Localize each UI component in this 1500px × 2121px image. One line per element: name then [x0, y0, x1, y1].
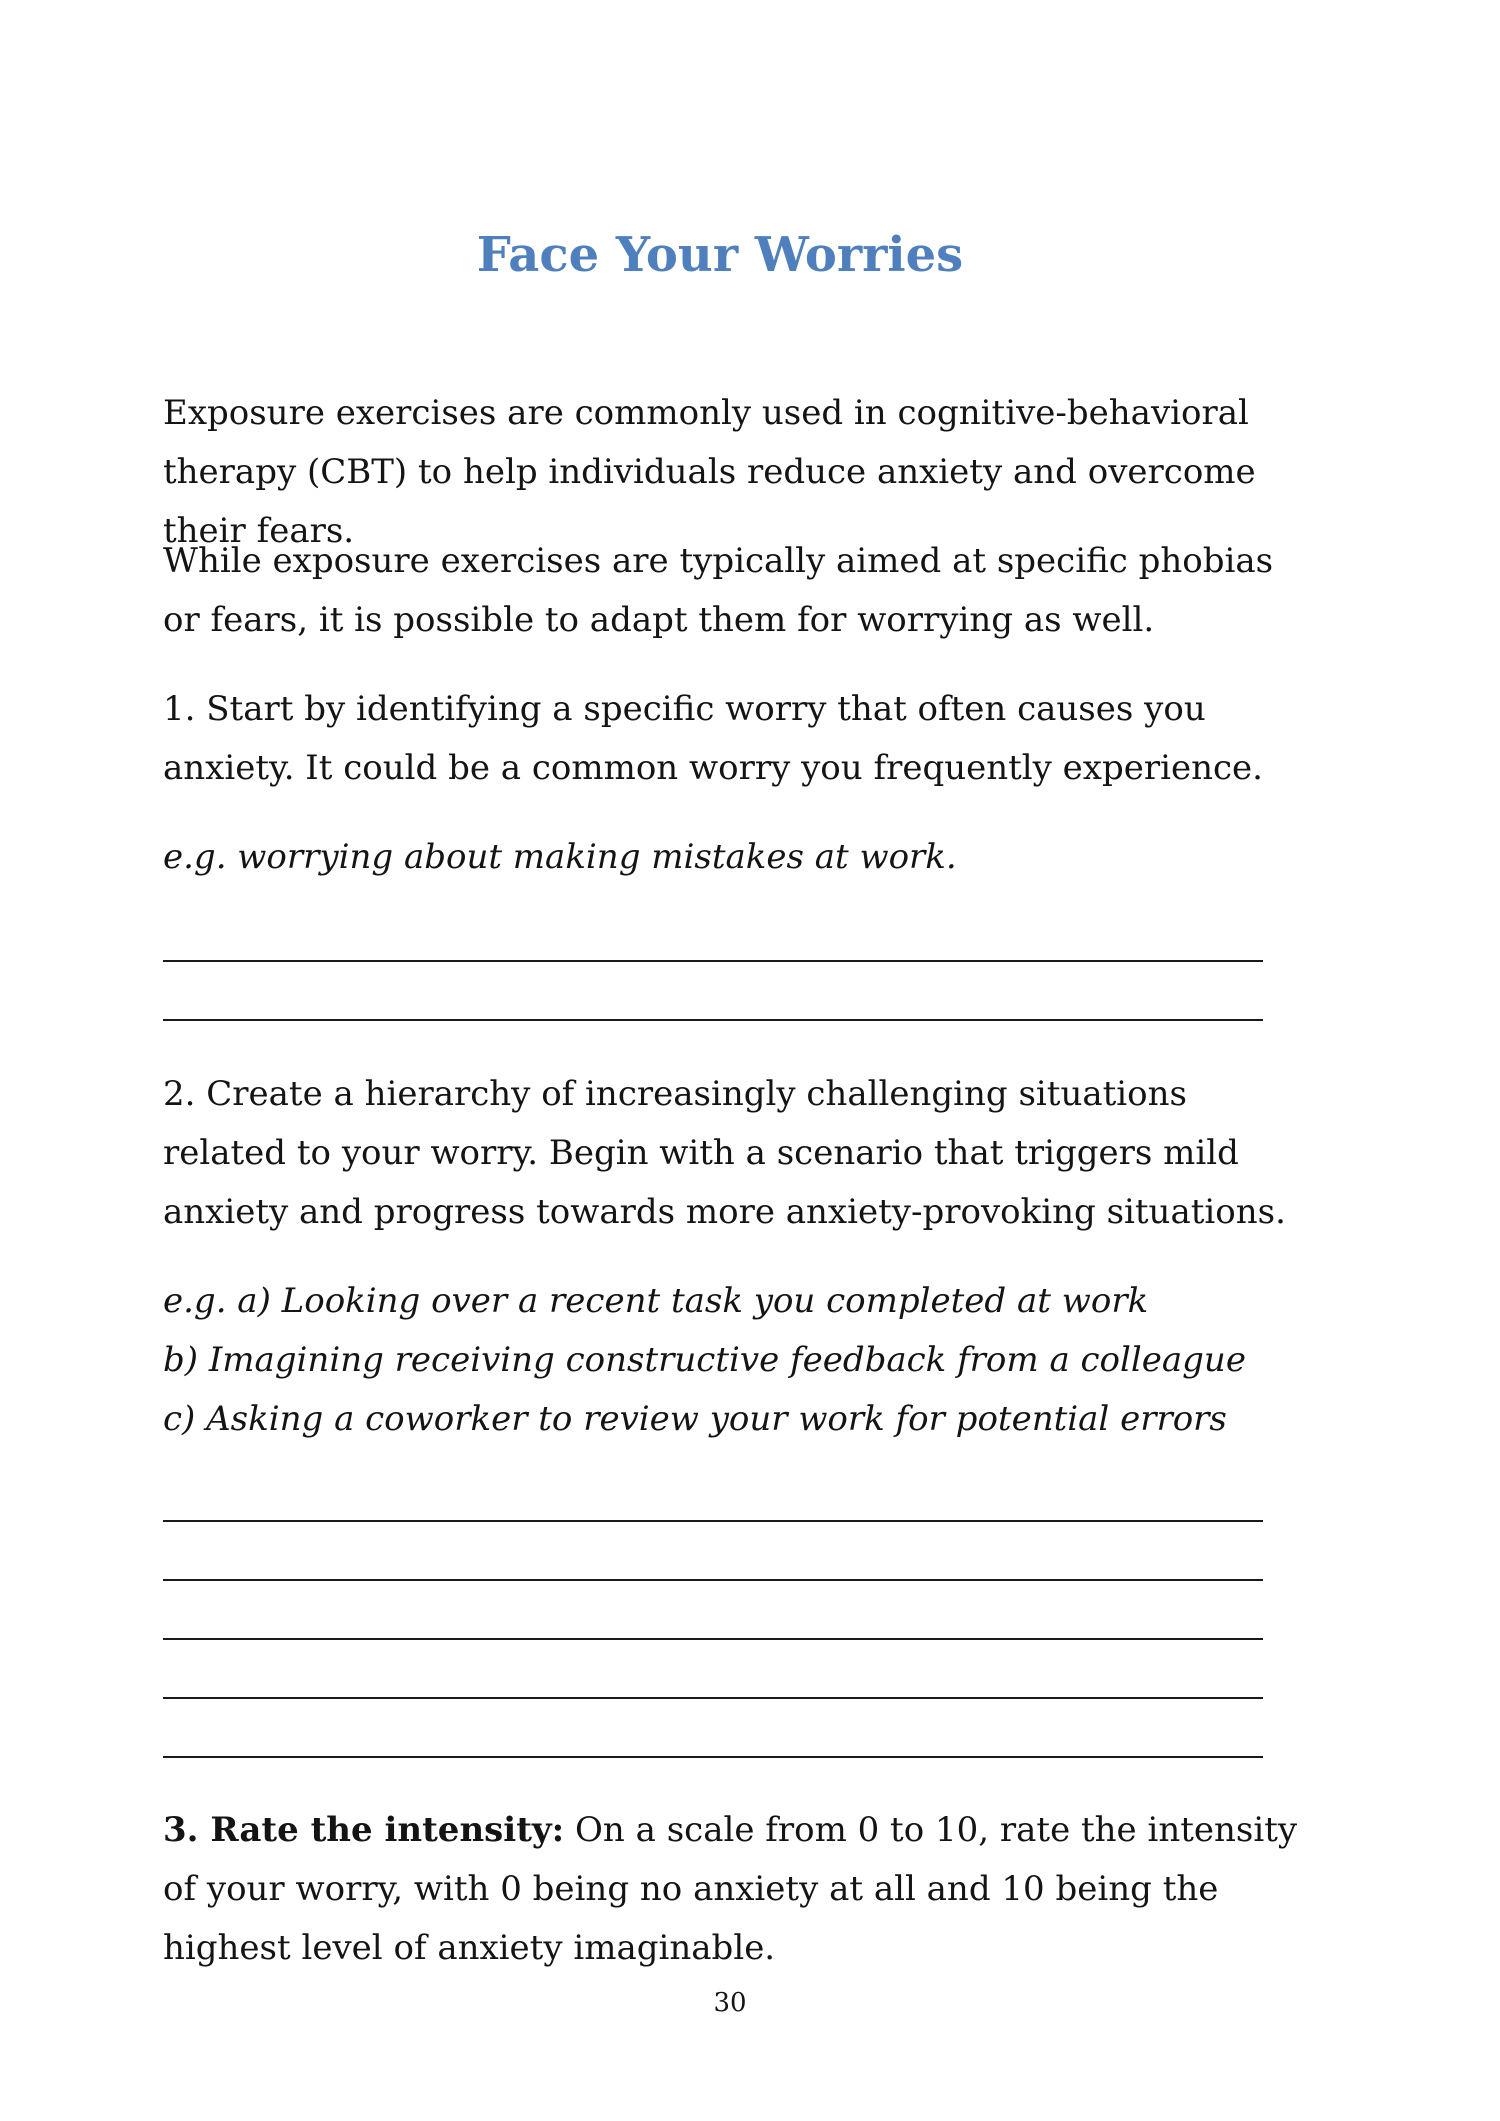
- answer-line[interactable]: [163, 1520, 1263, 1522]
- intro-text-2: While exposure exercises are typically aimed at specific phobias or fears, it is possible to adapt them for worrying as well.: [163, 541, 1274, 640]
- step-1-example: [163, 828, 1303, 887]
- answer-line[interactable]: [163, 1638, 1263, 1640]
- answer-line[interactable]: [163, 960, 1263, 962]
- intro-paragraph-2: [163, 532, 1303, 650]
- step-1-example-text: e.g. worrying about making mistakes at work.: [163, 837, 957, 877]
- step-2-example-c: c) Asking a coworker to review your work for potential errors: [163, 1399, 1227, 1439]
- answer-line[interactable]: [163, 1697, 1263, 1699]
- step-3-body: On a scale from 0 to 10, rate the intensity of your worry, with 0 being no anxiety at all and 10 being the highest level of anxiety imaginable.: [163, 1810, 1298, 1968]
- step-2-example-b: b) Imagining receiving constructive feedback from a colleague: [163, 1340, 1246, 1380]
- step-3-instruction: [163, 1801, 1303, 1978]
- step-2-examples: [163, 1272, 1303, 1449]
- page-number: 30: [713, 1988, 747, 2018]
- step-2-text: 2. Create a hierarchy of increasingly challenging situations related to your worry. Begin with a scenario that triggers mild anxiety and progress towards more anxiety-provoking situations.: [163, 1074, 1286, 1232]
- step-2-example-a: e.g. a) Looking over a recent task you completed at work: [163, 1281, 1149, 1321]
- step-3-text: [163, 1801, 1303, 1978]
- step-1-text: 1. Start by identifying a specific worry that often causes you anxiety. It could be a common worry you frequently experience.: [163, 689, 1263, 788]
- step-3-heading: 3. Rate the intensity:: [163, 1810, 565, 1850]
- answer-line[interactable]: [163, 1579, 1263, 1581]
- step-1-instruction: [163, 680, 1303, 798]
- answer-line[interactable]: [163, 1756, 1263, 1758]
- page-title: Face Your Worries: [476, 227, 964, 284]
- step-2-instruction: [163, 1065, 1303, 1242]
- answer-line[interactable]: [163, 1019, 1263, 1021]
- intro-text-1: Exposure exercises are commonly used in cognitive-behavioral therapy (CBT) to help individuals reduce anxiety and overcome their fears.: [163, 393, 1256, 551]
